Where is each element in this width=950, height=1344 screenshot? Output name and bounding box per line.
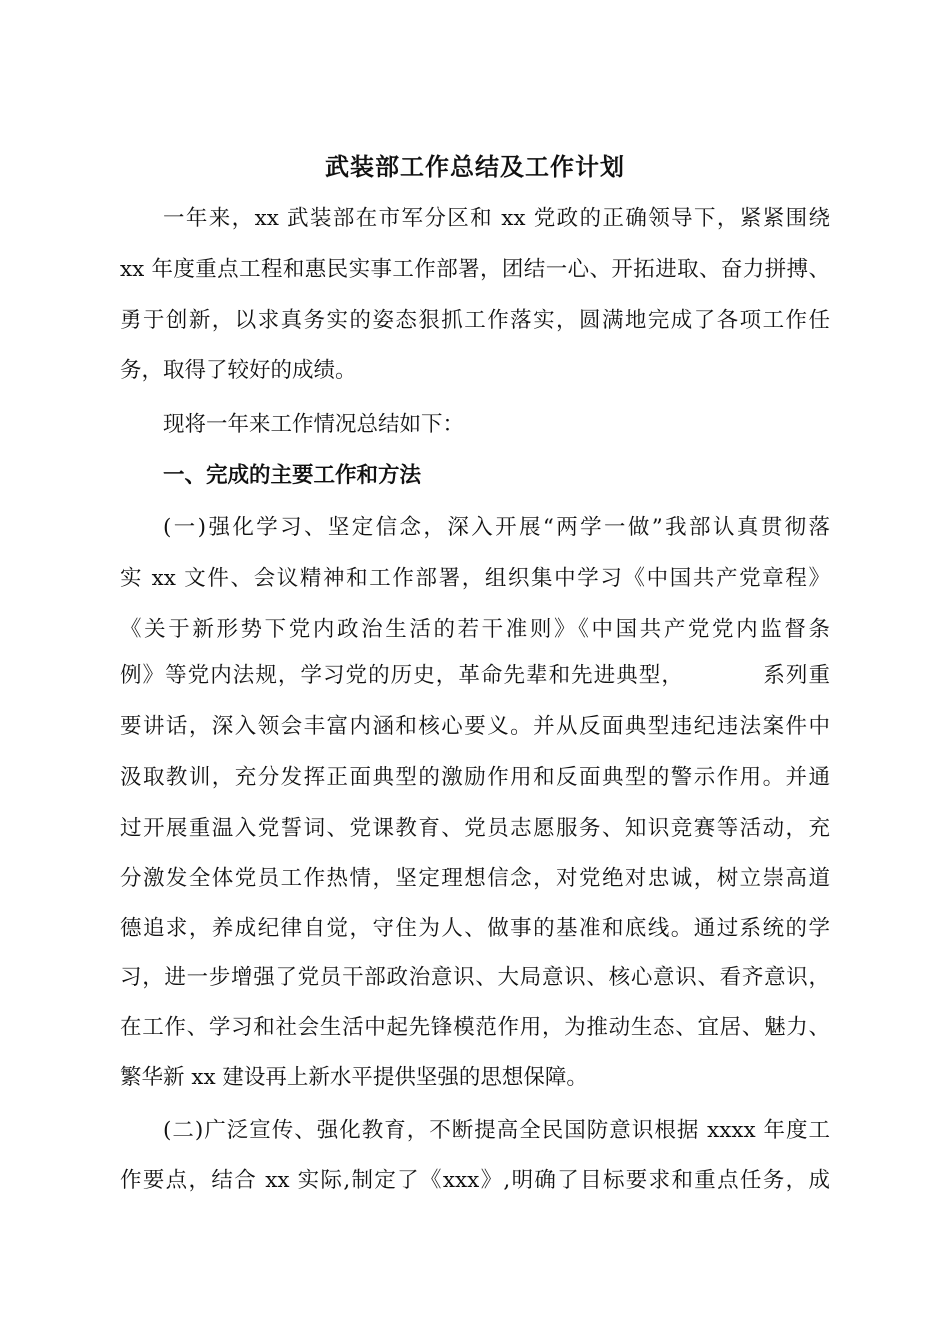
section1-p1-line-10: 习，进一步增强了党员干部政治意识、大局意识、核心意识、看齐意识， — [120, 965, 830, 990]
intro-line-2: xx 年度重点工程和惠民实事工作部署，团结一心、开拓进取、奋力拼搏、 — [120, 257, 830, 282]
section1-p1-line-9: 德追求，养成纪律自觉，守住为人、做事的基准和底线。通过系统的学 — [120, 916, 830, 941]
intro-line-1: 一年来，xx 武装部在市军分区和 xx 党政的正确领导下，紧紧围绕 — [163, 206, 830, 231]
section1-p1-line-3: 《关于新形势下党内政治生活的若干准则》《中国共产党党内监督条 — [120, 617, 830, 642]
intro-line-3: 勇于创新，以求真务实的姿态狠抓工作落实，圆满地完成了各项工作任 — [120, 308, 830, 333]
section1-p1-line-7: 过开展重温入党誓词、党课教育、党员志愿服务、知识竞赛等活动，充 — [120, 816, 830, 841]
intro-line-4: 务，取得了较好的成绩。 — [120, 358, 357, 383]
section1-p1-line-5: 要讲话，深入领会丰富内涵和核心要义。并从反面典型违纪违法案件中 — [120, 714, 830, 739]
section1-p1-line-2: 实 xx 文件、会议精神和工作部署，组织集中学习《中国共产党章程》 — [120, 566, 830, 591]
section1-p1-line-4: 例》等党内法规，学习党的历史，革命先辈和先进典型， 系列重 — [120, 663, 830, 688]
summary-lead: 现将一年来工作情况总结如下： — [163, 412, 465, 437]
section1-p2-line-2: 作要点，结合 xx 实际,制定了《xxx》,明确了目标要求和重点任务，成 — [120, 1168, 830, 1193]
section1-p1-line-11: 在工作、学习和社会生活中起先锋模范作用，为推动生态、宜居、魅力、 — [120, 1015, 830, 1040]
section1-p1-line-12: 繁华新 xx 建设再上新水平提供坚强的思想保障。 — [120, 1065, 588, 1090]
document-title: 武装部工作总结及工作计划 — [325, 152, 625, 181]
section1-p1-line-8: 分激发全体党员工作热情，坚定理想信念，对党绝对忠诚，树立崇高道 — [120, 866, 830, 891]
section1-p1-line-1: (一)强化学习、坚定信念，深入开展“两学一做”我部认真贯彻落 — [163, 515, 830, 540]
section-heading-1: 一、完成的主要工作和方法 — [163, 463, 422, 488]
section1-p2-line-1: (二)广泛宣传、强化教育，不断提高全民国防意识根据 xxxx 年度工 — [163, 1118, 830, 1143]
section1-p1-line-6: 汲取教训，充分发挥正面典型的激励作用和反面典型的警示作用。并通 — [120, 765, 830, 790]
